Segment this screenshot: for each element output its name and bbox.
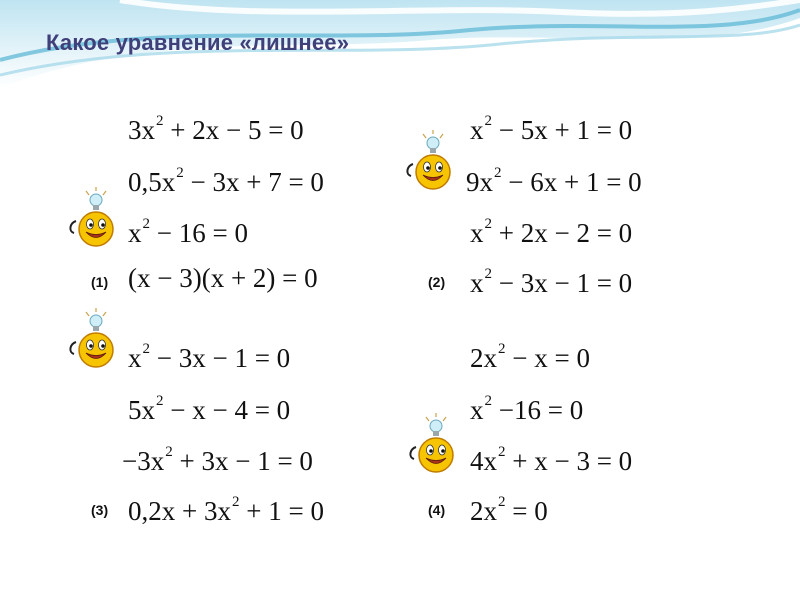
equation-2-1: $x^2 - 5x + 1 = 0$ bbox=[470, 113, 633, 145]
page-title: Какое уравнение «лишнее» bbox=[46, 30, 350, 55]
equation-3-4: $0,2x + 3x^2 + 1 = 0$ bbox=[128, 494, 324, 526]
equation-3-3: $-3x^2 + 3x - 1 = 0$ bbox=[122, 444, 313, 476]
equation-4-3: $4x^2 + x - 3 = 0$ bbox=[470, 444, 633, 476]
equation-2-4: $x^2 - 3x - 1 = 0$ bbox=[470, 266, 633, 298]
equation-4-4: $2x^2 = 0$ bbox=[470, 494, 548, 526]
equation-1-1: $3x^2 + 2x - 5 = 0$ bbox=[128, 113, 304, 145]
equation-4-1: $2x^2 - x = 0$ bbox=[470, 341, 590, 373]
equation-3-2: $5x^2 - x - 4 = 0$ bbox=[128, 393, 291, 425]
equation-1-2: $0,5x^2 - 3x + 7 = 0$ bbox=[128, 165, 324, 197]
group-label-3: (3) bbox=[91, 502, 109, 518]
smiley-lightbulb-icon bbox=[406, 413, 466, 475]
smiley-lightbulb-icon bbox=[66, 308, 126, 370]
group-label-2: (2) bbox=[428, 274, 446, 290]
smiley-lightbulb-icon bbox=[66, 187, 126, 249]
equation-2-3: $x^2 + 2x - 2 = 0$ bbox=[470, 216, 633, 248]
equation-4-2: $x^2 -16 = 0$ bbox=[470, 393, 584, 425]
equation-1-3: $x^2 - 16 = 0$ bbox=[128, 216, 248, 248]
group-label-4: (4) bbox=[428, 502, 446, 518]
group-label-1: (1) bbox=[91, 274, 109, 290]
equation-2-2: $9x^2 - 6x + 1 = 0$ bbox=[466, 165, 642, 197]
smiley-lightbulb-icon bbox=[403, 130, 463, 192]
equation-1-4: (x − 3)(x + 2) = 0 bbox=[128, 263, 318, 293]
equation-3-1: $x^2 - 3x - 1 = 0$ bbox=[128, 341, 291, 373]
